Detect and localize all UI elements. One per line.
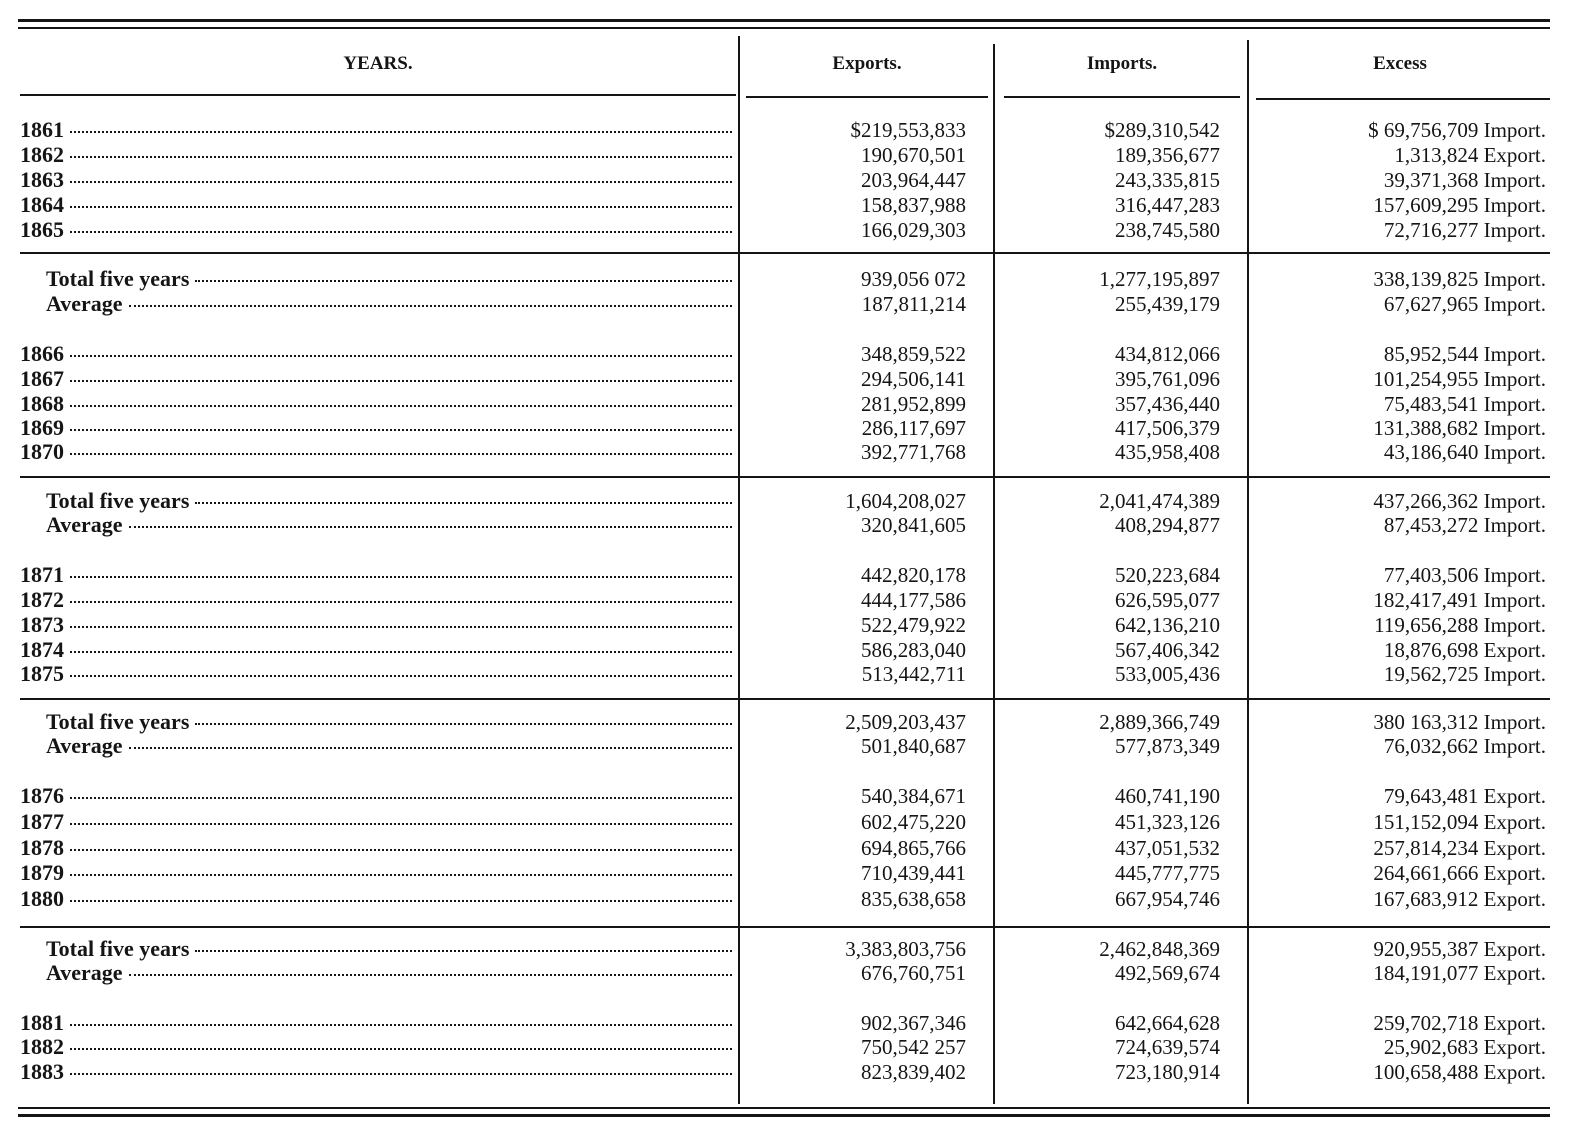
imports-cell: 1,277,195,897 (1099, 267, 1220, 291)
excess-cell: 437,266,362 Import. (1373, 489, 1546, 513)
excess-cell: 259,702,718 Export. (1373, 1011, 1546, 1035)
imports-cell: 189,356,677 (1115, 143, 1220, 167)
dot-leader (70, 797, 732, 799)
table-row (0, 937, 1570, 961)
table-row (0, 489, 1570, 513)
excess-cell: 77,403,506 Import. (1383, 563, 1546, 587)
table-row (0, 1060, 1570, 1084)
exports-cell: 522,479,922 (861, 613, 966, 637)
excess-cell: 76,032,662 Import. (1383, 734, 1546, 758)
excess-cell: 167,683,912 Export. (1373, 887, 1546, 911)
exports-cell: 190,670,501 (861, 143, 966, 167)
imports-cell: 567,406,342 (1115, 638, 1220, 662)
row-label: 1882 (20, 1034, 64, 1059)
table-row (0, 416, 1570, 440)
exports-cell: 158,837,988 (861, 193, 966, 217)
dot-leader (70, 380, 732, 382)
exports-cell: 694,865,766 (861, 836, 966, 860)
dot-leader (70, 576, 732, 578)
table-row (0, 810, 1570, 834)
row-label: Average (46, 512, 123, 537)
exports-cell: 187,811,214 (861, 292, 966, 316)
imports-cell: 520,223,684 (1115, 563, 1220, 587)
table-row (0, 638, 1570, 662)
top-rule-lower (18, 27, 1550, 29)
excess-cell: 85,952,544 Import. (1383, 342, 1546, 366)
exports-cell: 444,177,586 (861, 588, 966, 612)
table-row (0, 168, 1570, 192)
header-excess: Excess (1373, 53, 1427, 74)
exports-cell: 750,542 257 (861, 1035, 966, 1059)
dot-leader (195, 280, 732, 282)
dot-leader (129, 974, 732, 976)
exports-cell: 902,367,346 (861, 1011, 966, 1035)
excess-cell: 119,656,288 Import. (1374, 613, 1546, 637)
row-label: 1876 (20, 783, 64, 808)
excess-cell: $ 69,756,709 Import. (1368, 118, 1546, 142)
exports-cell: 501,840,687 (861, 734, 966, 758)
imports-cell: 492,569,674 (1115, 961, 1220, 985)
exports-cell: 939,056 072 (861, 267, 966, 291)
dot-leader (70, 429, 732, 431)
row-label: 1875 (20, 661, 64, 686)
excess-cell: 43,186,640 Import. (1383, 440, 1546, 464)
table-row (0, 861, 1570, 885)
table-row (0, 342, 1570, 366)
imports-cell: 243,335,815 (1115, 168, 1220, 192)
exports-cell: 2,509,203,437 (845, 710, 966, 734)
dot-leader (70, 405, 732, 407)
dot-leader (70, 181, 732, 183)
table-row (0, 218, 1570, 242)
excess-cell: 1,313,824 Export. (1394, 143, 1546, 167)
imports-cell: 724,639,574 (1115, 1035, 1220, 1059)
imports-cell: 434,812,066 (1115, 342, 1220, 366)
row-label: 1877 (20, 809, 64, 834)
imports-cell: 408,294,877 (1115, 513, 1220, 537)
table-row (0, 1011, 1570, 1035)
header-rule-years (20, 94, 736, 96)
excess-cell: 184,191,077 Export. (1373, 961, 1546, 985)
imports-cell: 642,136,210 (1115, 613, 1220, 637)
dot-leader (70, 206, 732, 208)
excess-cell: 131,388,682 Import. (1373, 416, 1546, 440)
row-label: 1870 (20, 439, 64, 464)
row-label: 1861 (20, 117, 64, 142)
imports-cell: $289,310,542 (1104, 118, 1220, 142)
row-label: 1868 (20, 391, 64, 416)
row-label: 1880 (20, 886, 64, 911)
exports-cell: 166,029,303 (861, 218, 966, 242)
dot-leader (70, 453, 732, 455)
imports-cell: 577,873,349 (1115, 734, 1220, 758)
exports-cell: 294,506,141 (861, 367, 966, 391)
row-label: 1873 (20, 612, 64, 637)
dot-leader (70, 1024, 732, 1026)
excess-cell: 19,562,725 Import. (1383, 662, 1546, 686)
excess-cell: 101,254,955 Import. (1373, 367, 1546, 391)
dot-leader (70, 874, 732, 876)
table-row (0, 118, 1570, 142)
excess-cell: 67,627,965 Import. (1383, 292, 1546, 316)
exports-cell: 1,604,208,027 (845, 489, 966, 513)
dot-leader (70, 626, 732, 628)
imports-cell: 626,595,077 (1115, 588, 1220, 612)
table-row (0, 1035, 1570, 1059)
dot-leader (70, 651, 732, 653)
dot-leader (195, 502, 732, 504)
exports-cell: 823,839,402 (861, 1060, 966, 1084)
header-rule-excess (1256, 98, 1550, 100)
dot-leader (70, 601, 732, 603)
header-rule-imports (1004, 96, 1240, 98)
dot-leader (70, 823, 732, 825)
imports-cell: 451,323,126 (1115, 810, 1220, 834)
table-row (0, 392, 1570, 416)
exports-cell: 392,771,768 (861, 440, 966, 464)
row-label: 1881 (20, 1010, 64, 1035)
row-label: Total five years (46, 266, 190, 291)
row-label: 1871 (20, 562, 64, 587)
excess-cell: 100,658,488 Export. (1373, 1060, 1546, 1084)
imports-cell: 445,777,775 (1115, 861, 1220, 885)
excess-cell: 87,453,272 Import. (1383, 513, 1546, 537)
exports-cell: 513,442,711 (861, 662, 966, 686)
exports-cell: 3,383,803,756 (845, 937, 966, 961)
group-rule-1865 (20, 252, 1550, 254)
imports-cell: 395,761,096 (1115, 367, 1220, 391)
table-row (0, 440, 1570, 464)
dot-leader (70, 231, 732, 233)
table-row (0, 836, 1570, 860)
table-row (0, 710, 1570, 734)
table-row (0, 961, 1570, 985)
row-label: Total five years (46, 488, 190, 513)
dot-leader (129, 526, 732, 528)
row-label: 1869 (20, 415, 64, 440)
table-row (0, 887, 1570, 911)
imports-cell: 437,051,532 (1115, 836, 1220, 860)
row-label: 1867 (20, 366, 64, 391)
row-label: 1866 (20, 341, 64, 366)
excess-cell: 79,643,481 Export. (1383, 784, 1546, 808)
header-imports: Imports. (1086, 53, 1158, 74)
exports-cell: 320,841,605 (861, 513, 966, 537)
imports-cell: 238,745,580 (1115, 218, 1220, 242)
dot-leader (195, 723, 732, 725)
imports-cell: 2,889,366,749 (1099, 710, 1220, 734)
bottom-rule-upper (18, 1107, 1550, 1109)
table-row (0, 292, 1570, 316)
row-label: 1879 (20, 860, 64, 885)
table-row (0, 143, 1570, 167)
header-years: YEARS. (343, 53, 413, 74)
table-row (0, 267, 1570, 291)
table-row (0, 563, 1570, 587)
excess-cell: 264,661,666 Export. (1373, 861, 1546, 885)
exports-cell: $219,553,833 (850, 118, 966, 142)
exports-cell: 348,859,522 (861, 342, 966, 366)
imports-cell: 2,462,848,369 (1099, 937, 1220, 961)
exports-cell: 540,384,671 (861, 784, 966, 808)
dot-leader (70, 675, 732, 677)
row-label: 1883 (20, 1059, 64, 1084)
excess-cell: 257,814,234 Export. (1373, 836, 1546, 860)
imports-cell: 723,180,914 (1115, 1060, 1220, 1084)
row-label: 1865 (20, 217, 64, 242)
table-row (0, 193, 1570, 217)
row-label: 1878 (20, 835, 64, 860)
dot-leader (70, 355, 732, 357)
top-rule-upper (18, 19, 1550, 22)
table-row (0, 734, 1570, 758)
group-rule-1875 (20, 698, 1550, 700)
row-label: 1872 (20, 587, 64, 612)
header-rule-exports (746, 96, 988, 98)
row-label: Total five years (46, 936, 190, 961)
table-row (0, 513, 1570, 537)
excess-cell: 72,716,277 Import. (1383, 218, 1546, 242)
imports-cell: 316,447,283 (1115, 193, 1220, 217)
row-label: Average (46, 733, 123, 758)
imports-cell: 435,958,408 (1115, 440, 1220, 464)
excess-cell: 18,876,698 Export. (1383, 638, 1546, 662)
exports-cell: 602,475,220 (861, 810, 966, 834)
exports-cell: 676,760,751 (861, 961, 966, 985)
exports-cell: 281,952,899 (861, 392, 966, 416)
table-row (0, 784, 1570, 808)
exports-cell: 203,964,447 (861, 168, 966, 192)
excess-cell: 380 163,312 Import. (1373, 710, 1546, 734)
row-label: Average (46, 291, 123, 316)
bottom-rule-lower (18, 1114, 1550, 1117)
dot-leader (129, 305, 732, 307)
table-row (0, 613, 1570, 637)
group-rule-1870 (20, 476, 1550, 478)
row-label: 1862 (20, 142, 64, 167)
excess-cell: 157,609,295 Import. (1373, 193, 1546, 217)
table-row (0, 588, 1570, 612)
table-row (0, 367, 1570, 391)
row-label: Average (46, 960, 123, 985)
imports-cell: 255,439,179 (1115, 292, 1220, 316)
imports-cell: 533,005,436 (1115, 662, 1220, 686)
dot-leader (70, 1073, 732, 1075)
dot-leader (70, 849, 732, 851)
exports-cell: 710,439,441 (861, 861, 966, 885)
dot-leader (70, 131, 732, 133)
excess-cell: 338,139,825 Import. (1373, 267, 1546, 291)
row-label: 1863 (20, 167, 64, 192)
table-row (0, 662, 1570, 686)
excess-cell: 75,483,541 Import. (1383, 392, 1546, 416)
excess-cell: 25,902,683 Export. (1383, 1035, 1546, 1059)
dot-leader (70, 156, 732, 158)
row-label: Total five years (46, 709, 190, 734)
dot-leader (195, 950, 732, 952)
imports-cell: 460,741,190 (1115, 784, 1220, 808)
excess-cell: 39,371,368 Import. (1383, 168, 1546, 192)
excess-cell: 182,417,491 Import. (1373, 588, 1546, 612)
exports-cell: 586,283,040 (861, 638, 966, 662)
excess-cell: 151,152,094 Export. (1373, 810, 1546, 834)
exports-cell: 442,820,178 (861, 563, 966, 587)
exports-cell: 286,117,697 (861, 416, 966, 440)
row-label: 1874 (20, 637, 64, 662)
row-label: 1864 (20, 192, 64, 217)
imports-cell: 667,954,746 (1115, 887, 1220, 911)
imports-cell: 417,506,379 (1115, 416, 1220, 440)
excess-cell: 920,955,387 Export. (1373, 937, 1546, 961)
imports-cell: 2,041,474,389 (1099, 489, 1220, 513)
imports-cell: 642,664,628 (1115, 1011, 1220, 1035)
dot-leader (70, 1048, 732, 1050)
dot-leader (129, 747, 732, 749)
dot-leader (70, 900, 732, 902)
group-rule-1880 (20, 926, 1550, 928)
imports-cell: 357,436,440 (1115, 392, 1220, 416)
header-exports: Exports. (832, 53, 902, 74)
exports-cell: 835,638,658 (861, 887, 966, 911)
